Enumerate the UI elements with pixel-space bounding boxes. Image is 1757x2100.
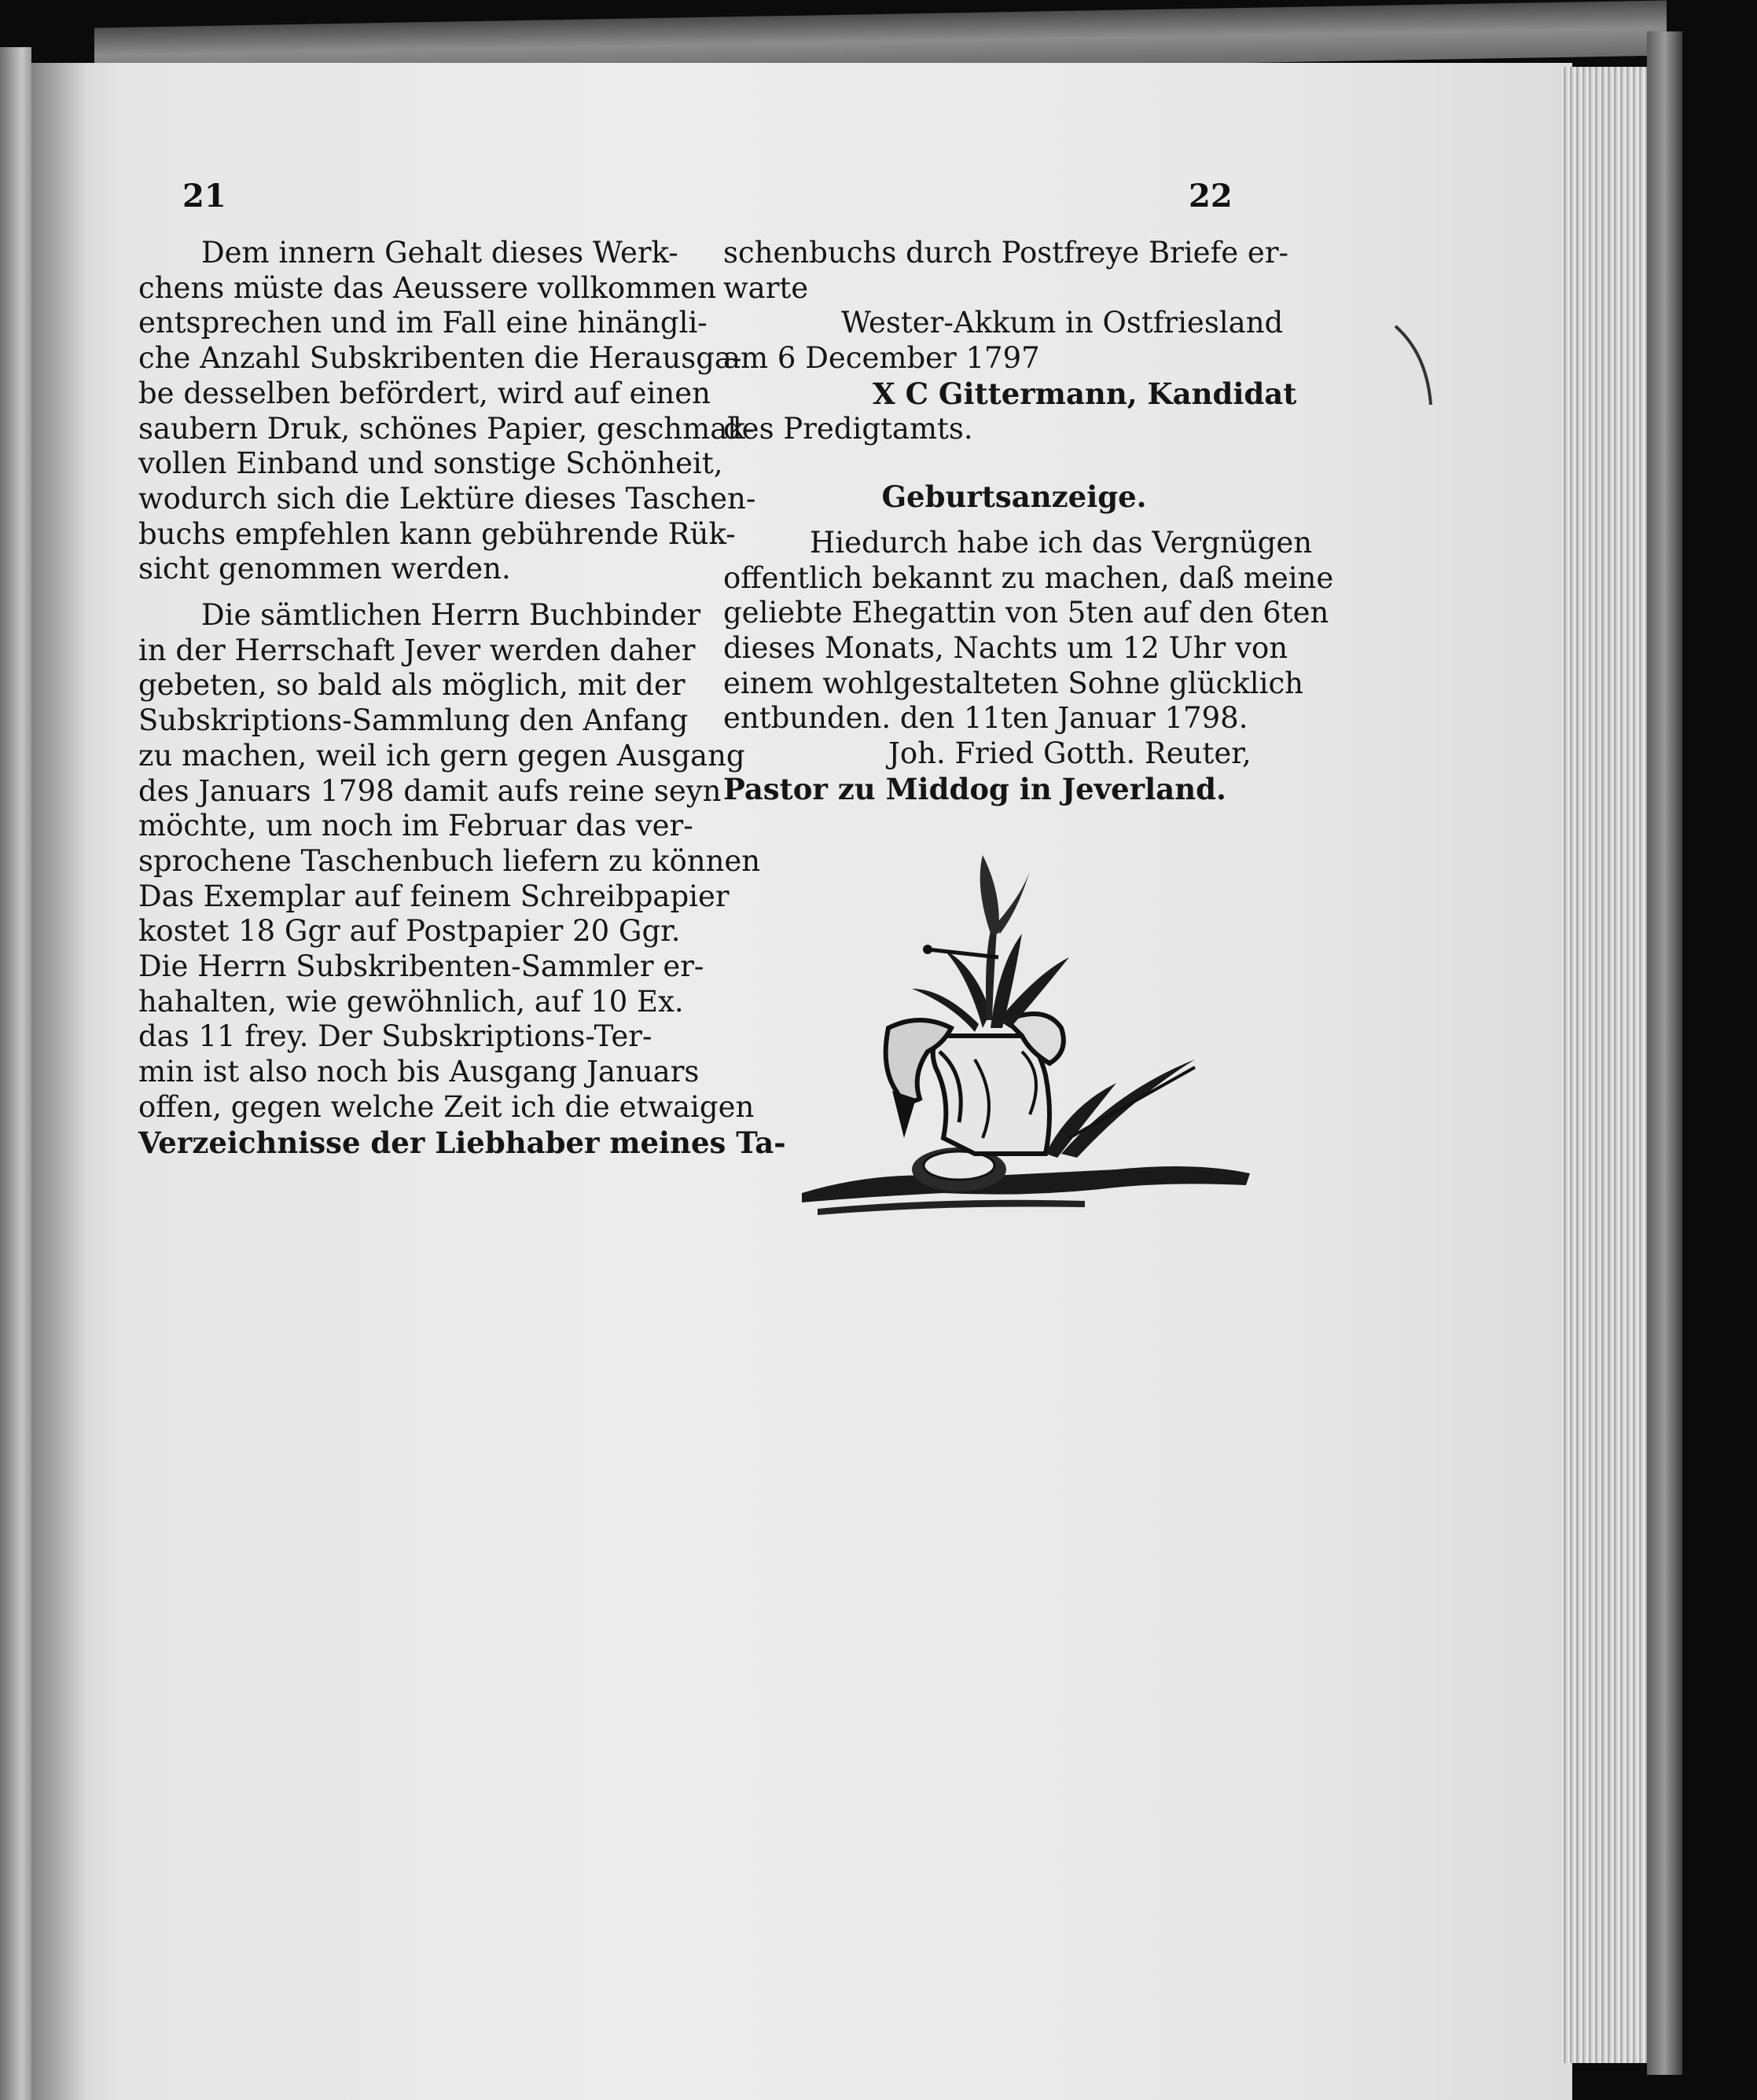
text-line: be desselben befördert, wird auf einen — [138, 376, 711, 410]
text-line: kostet 18 Ggr auf Postpapier 20 Ggr. — [138, 914, 681, 949]
text-line: che Anzahl Subskribenten die Herausga- — [138, 341, 742, 376]
text-line: Hiedurch habe ich das Vergnügen — [810, 525, 1313, 560]
text-line: offen, gegen welche Zeit ich die etwaigen — [138, 1089, 755, 1124]
paragraph-gap — [138, 587, 724, 598]
page-stack-edge — [1560, 67, 1647, 2063]
text-line: des Januars 1798 damit aufs reine seyn — [138, 773, 722, 808]
text-line: geliebte Ehegattin von 5ten auf den 6ten — [723, 596, 1329, 630]
gutter-shadow — [31, 63, 86, 2100]
text-line: sicht genommen werden. — [138, 552, 511, 586]
text-line: chens müste das Aeussere vollkommen — [138, 270, 717, 305]
place-line: Wester-Akkum in Ostfriesland — [841, 306, 1284, 340]
pencil-mark — [1391, 322, 1439, 409]
signature-line: Joh. Fried Gotth. Reuter, — [888, 736, 1252, 771]
text-line: einem wohlgestalteten Sohne glücklich — [723, 666, 1304, 700]
section-heading: Geburtsanzeige. — [881, 479, 1147, 515]
text-line: möchte, um noch im Februar das ver- — [138, 809, 693, 843]
text-line: offentlich bekannt zu machen, daß meine — [723, 560, 1334, 595]
text-line: schenbuchs durch Postfreye Briefe er- — [723, 236, 1289, 270]
text-line: des Predigtamts. — [723, 411, 973, 446]
woodcut-vignette-image — [786, 839, 1258, 1232]
book-cover-edge — [1647, 31, 1682, 2075]
text-line: dieses Monats, Nachts um 12 Uhr von — [723, 631, 1288, 666]
text-line: zu machen, weil ich gern gegen Ausgang — [138, 738, 745, 773]
text-line: sprochene Taschenbuch liefern zu können — [138, 843, 761, 878]
signature-line: Pastor zu Middog in Jeverland. — [723, 771, 1226, 806]
text-line: Die Herrn Subskribenten-Sammler er- — [138, 949, 704, 984]
text-line: vollen Einband und sonstige Schönheit, — [138, 446, 723, 481]
text-line: in der Herrschaft Jever werden daher — [138, 633, 696, 667]
text-line: warte — [723, 270, 809, 305]
text-line: entsprechen und im Fall eine hinängli- — [138, 306, 708, 340]
date-line: am 6 December 1797 — [723, 341, 1040, 376]
text-line: das 11 frey. Der Subskriptions-Ter- — [138, 1019, 652, 1054]
text-line: buchs empfehlen kann gebührende Rük- — [138, 516, 736, 551]
text-line: min ist also noch bis Ausgang Januars — [138, 1055, 700, 1089]
text-line: gebeten, so bald als möglich, mit der — [138, 668, 686, 703]
page-number-right: 22 — [1189, 178, 1233, 215]
text-line: entbunden. den 11ten Januar 1798. — [723, 701, 1248, 736]
text-line: hahalten, wie gewöhnlich, auf 10 Ex. — [138, 984, 684, 1019]
signature-line: X C Gittermann, Kandidat — [873, 376, 1297, 411]
text-line: Subskriptions-Sammlung den Anfang — [138, 703, 689, 738]
text-line: Verzeichnisse der Liebhaber meines Ta- — [138, 1125, 786, 1160]
previous-page-edge — [0, 47, 31, 2100]
text-line: wodurch sich die Lektüre dieses Taschen- — [138, 481, 756, 516]
text-line: Das Exemplar auf feinem Schreibpapier — [138, 879, 730, 913]
page-number-left: 21 — [182, 178, 226, 215]
text-line: saubern Druk, schönes Papier, geschmak- — [138, 411, 755, 446]
right-column-text — [723, 236, 1334, 807]
text-line: Dem innern Gehalt dieses Werk- — [201, 236, 678, 270]
text-line: Die sämtlichen Herrn Buchbinder — [201, 598, 701, 633]
